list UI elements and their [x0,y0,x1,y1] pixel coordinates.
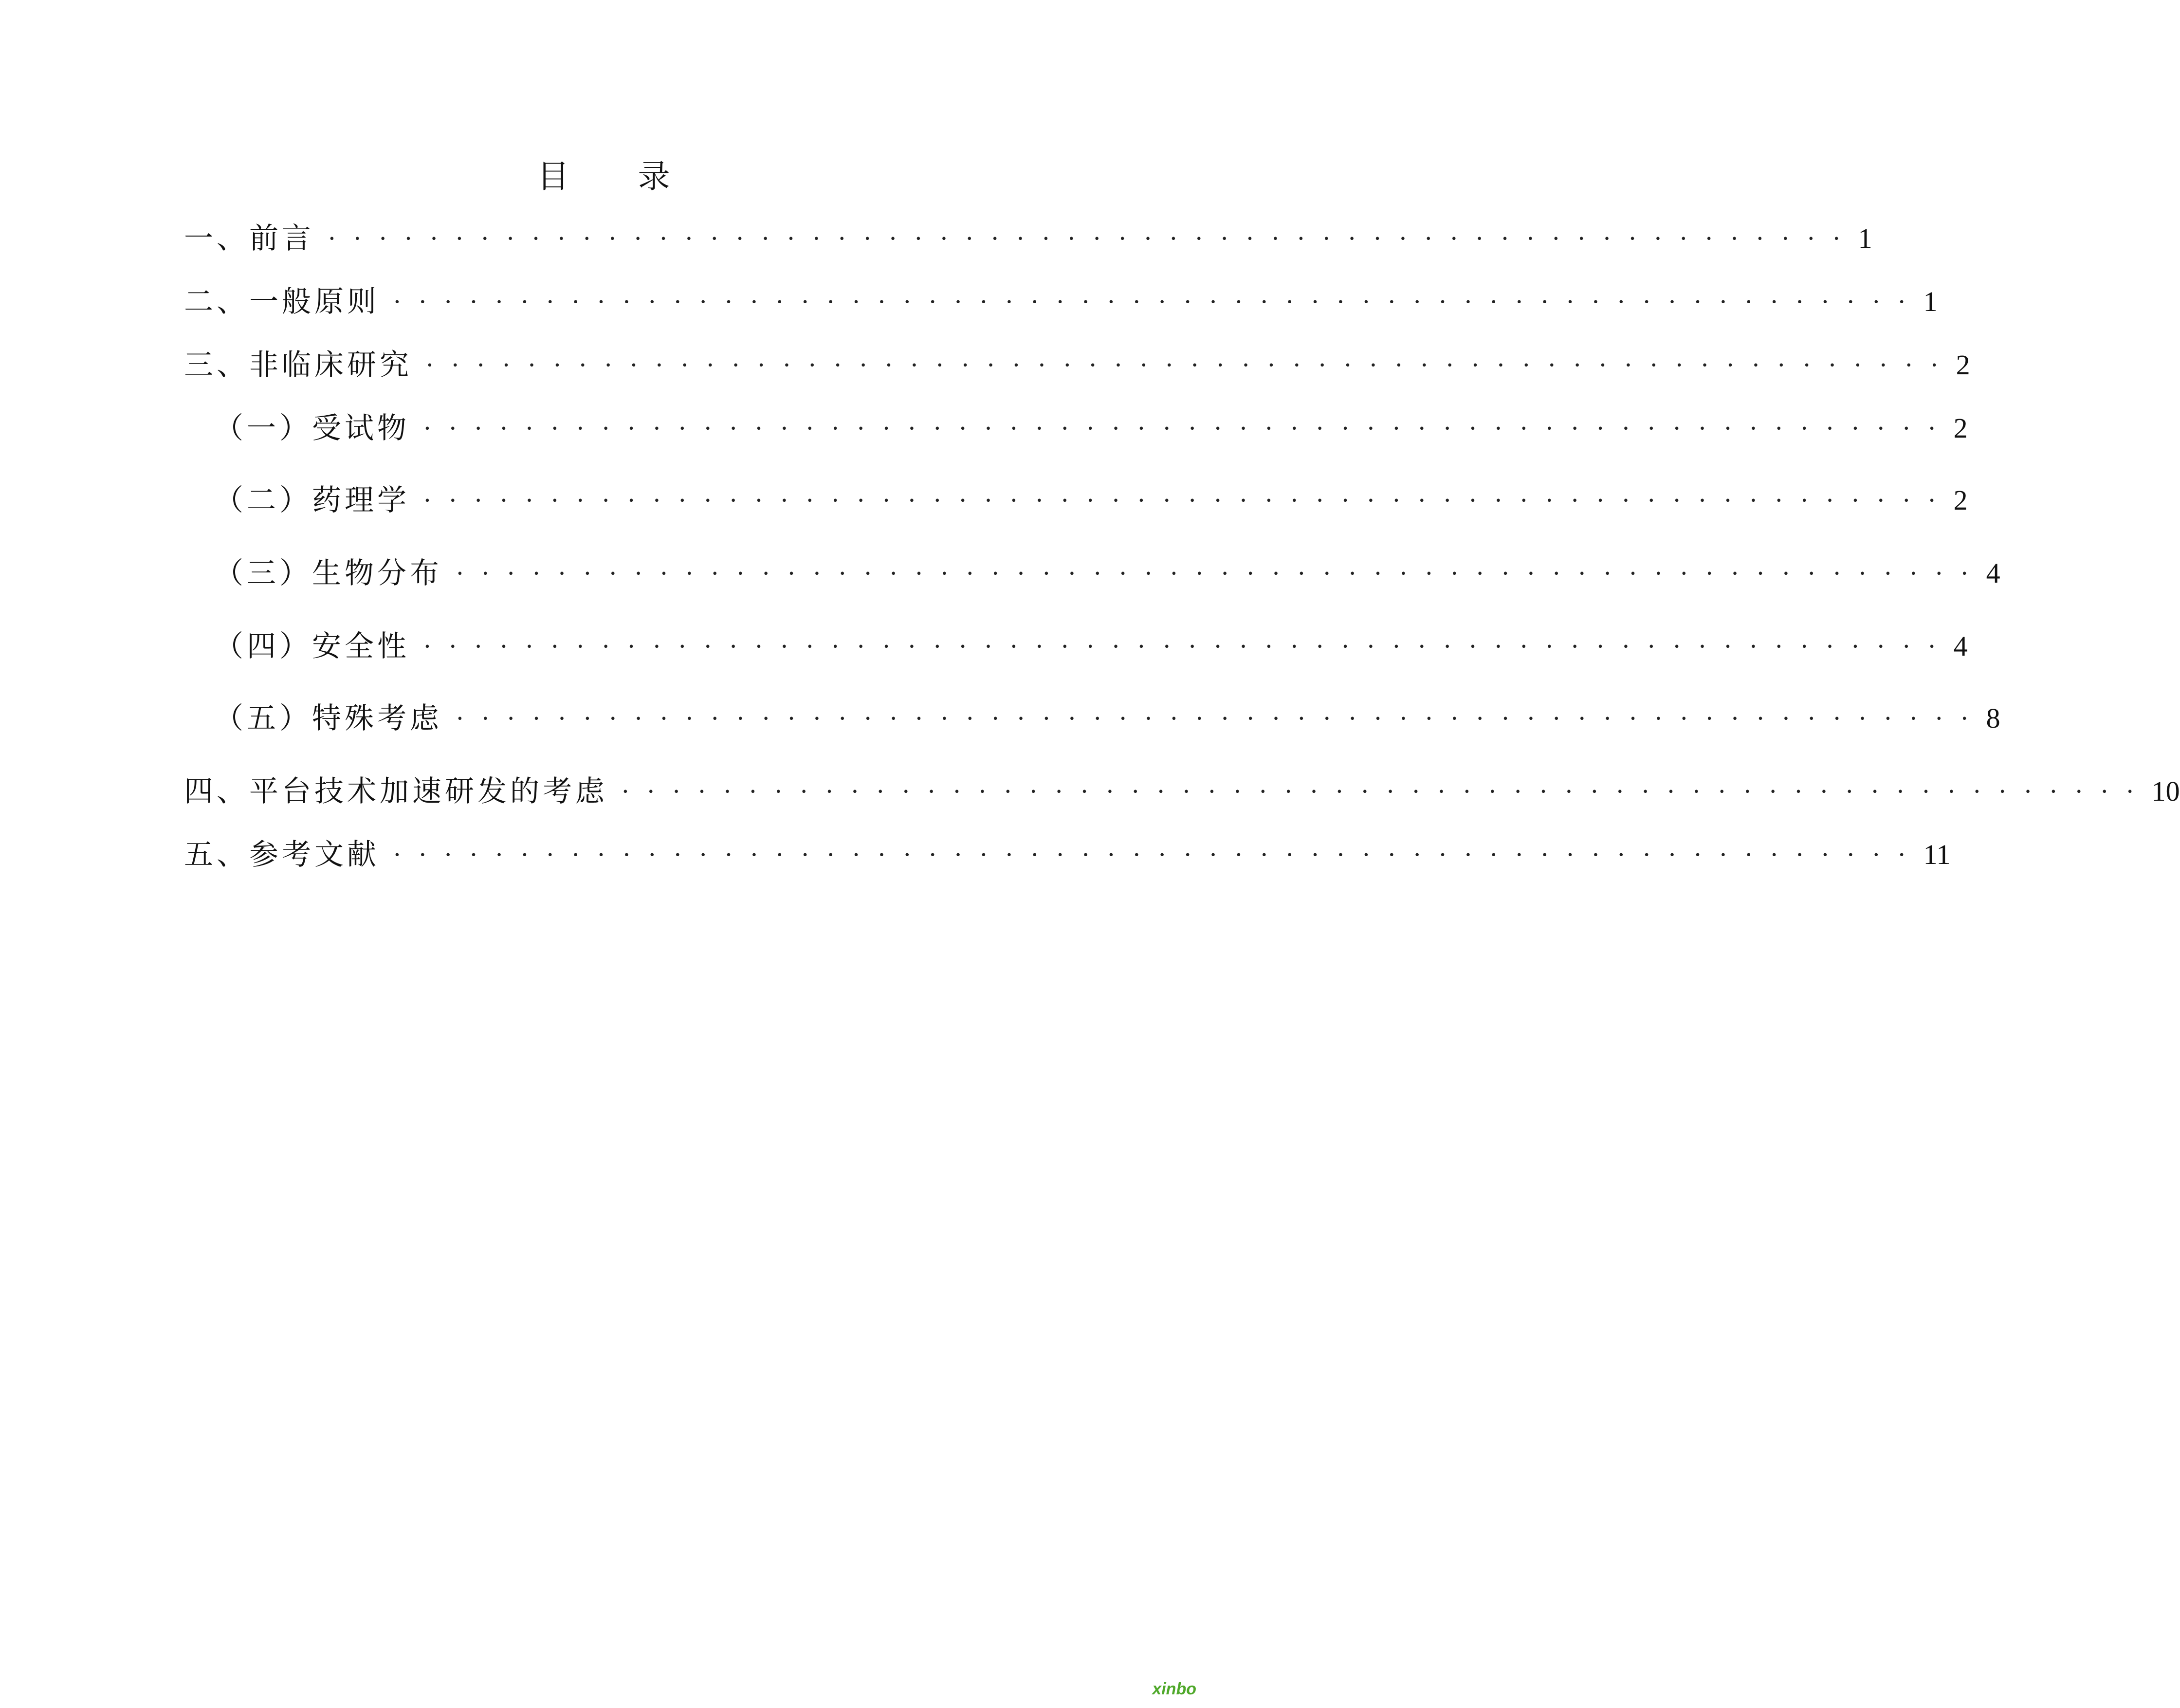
toc-entry-page-number: 1 [1923,286,1938,317]
toc-entry[interactable] [214,627,1968,666]
toc-entry-label: 三、非临床研究 [184,348,412,382]
toc-entry[interactable] [184,282,1938,321]
toc-dot-leader: ···························································· [456,704,1986,733]
toc-dot-leader: ···························································· [423,414,1954,442]
toc-entry-label: 二、一般原则 [184,285,380,319]
toc-dot-leader: ···························································· [456,559,1986,588]
watermark-logo: xinbo [1152,1680,1196,1698]
toc-dot-leader: ···························································· [423,632,1954,661]
toc-entry-label: 一、前言 [184,221,314,256]
toc-dot-leader: ···························································· [328,224,1858,253]
toc-dot-leader: ···························································· [393,841,1924,869]
toc-entry-page-number: 1 [1858,222,1872,254]
toc-dot-leader: ···························································· [622,777,2152,806]
toc-entry[interactable] [214,699,2000,738]
toc-entry[interactable] [214,481,1968,520]
toc-entry[interactable] [184,835,1951,874]
toc-entry-label: 四、平台技术加速研发的考虑 [184,774,608,808]
toc-entry[interactable] [184,219,1872,258]
toc-entry-page-number: 11 [1923,839,1951,870]
toc-entry-label: 五、参考文献 [184,838,380,872]
toc-entry-page-number: 10 [2151,775,2180,807]
toc-dot-leader: ···························································· [423,486,1954,514]
toc-entry-page-number: 8 [1986,702,2000,734]
toc-entry-label: （二）药理学 [214,483,410,517]
toc-entry-label: （一）受试物 [214,411,410,445]
toc-entry-label: （四）安全性 [214,629,410,663]
toc-entry-label: （五）特殊考虑 [214,701,442,735]
toc-entry[interactable] [214,409,1968,448]
toc-entry[interactable] [214,554,2000,593]
toc-title: 目 录 [537,158,699,195]
toc-dot-leader: ···························································· [393,288,1924,316]
toc-entry-page-number: 2 [1953,412,1968,444]
toc-entry-page-number: 4 [1986,557,2000,589]
toc-entry-page-number: 4 [1953,630,1968,662]
toc-entry[interactable] [184,772,2180,811]
toc-dot-leader: ···························································· [426,351,1956,379]
toc-entry-label: （三）生物分布 [214,556,442,590]
toc-entry[interactable] [184,346,1970,385]
toc-entry-page-number: 2 [1953,484,1968,516]
toc-entry-page-number: 2 [1956,349,1970,381]
